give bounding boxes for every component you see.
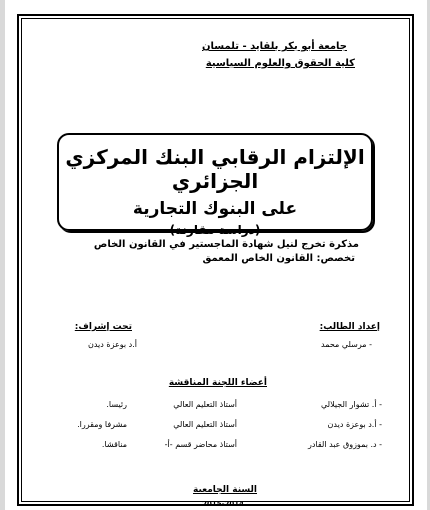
academic-year: 2015-2014: [202, 500, 244, 508]
committee-member-name: - أ.د بوعزة ديدن: [327, 420, 382, 429]
committee-member-role: مشرفا ومقررا.: [77, 420, 127, 429]
title-box: [57, 133, 373, 237]
committee-label: أعضاء اللجنة المناقشة: [168, 378, 267, 388]
thesis-title-line2: على البنوك التجارية: [132, 199, 298, 219]
student-name: - مرسلي محمد: [321, 340, 372, 349]
academic-year-label: السنة الجامعية: [192, 485, 257, 495]
committee-member-rank: أستاذ التعليم العالي: [173, 420, 237, 429]
committee-member-role: مناقشا.: [101, 440, 127, 449]
specialty: تخصص: القانون الخاص المعمق: [202, 253, 355, 264]
document-page: [5, 0, 427, 510]
committee-member-rank: أستاذ محاضر قسم -أ-: [164, 440, 237, 449]
committee-member-role: رئيسا.: [106, 400, 127, 409]
committee-member-name: - د. بموزوق عبد القادر: [307, 440, 382, 449]
faculty-name: كلية الحقوق والعلوم السياسية: [205, 58, 355, 69]
thesis-title-line1: الإلتزام الرقابي البنك المركزي الجزائري: [65, 145, 365, 193]
prepared-by-label: إعداد الطالب:: [319, 322, 380, 332]
thesis-subtitle: (دراسة مقارنة): [169, 223, 261, 237]
memo-description: مذكرة تخرج لنيل شهادة الماجستير في القانون الخاص: [93, 239, 359, 250]
university-name: جامعة أبو بكر بلقايد - تلمسان: [202, 41, 347, 52]
supervisor-name: أ.د بوعزة ديدن: [87, 340, 137, 349]
supervisor-label: تحت إشراف:: [74, 322, 132, 332]
committee-member-rank: أستاذ التعليم العالي: [173, 400, 237, 409]
committee-member-name: - أ. تشوار الجيلالي: [321, 400, 382, 409]
